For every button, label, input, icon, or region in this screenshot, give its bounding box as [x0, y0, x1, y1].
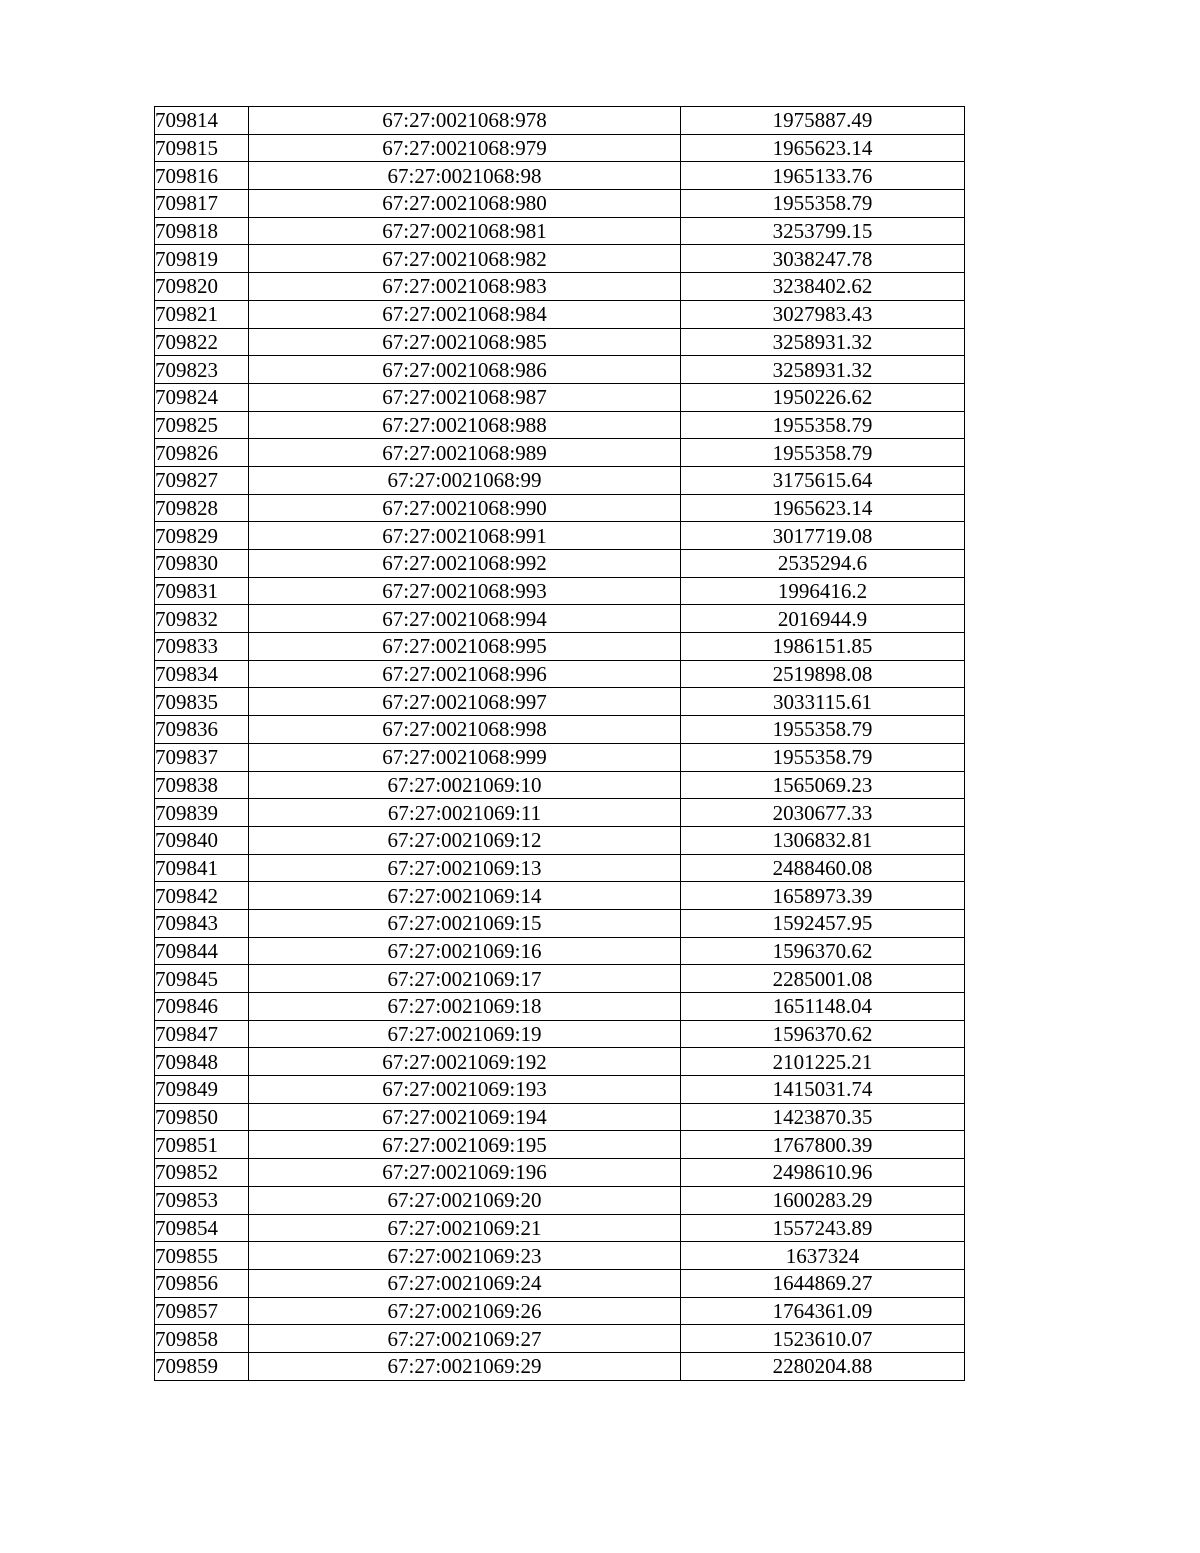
cadastral-value-cell: 2519898.08: [681, 660, 965, 688]
row-number-cell: 709856: [155, 1269, 249, 1297]
cadastral-number-cell: 67:27:0021069:14: [249, 882, 681, 910]
cadastral-number-cell: 67:27:0021069:192: [249, 1048, 681, 1076]
cadastral-value-cell: 2535294.6: [681, 550, 965, 578]
row-number-cell: 709818: [155, 217, 249, 245]
cadastral-value-cell: 3038247.78: [681, 245, 965, 273]
row-number-cell: 709820: [155, 273, 249, 301]
table-row: [155, 107, 965, 135]
row-number-cell: 709848: [155, 1048, 249, 1076]
table-row: [155, 660, 965, 688]
cadastral-value-cell: 1986151.85: [681, 633, 965, 661]
row-number-cell: 709816: [155, 162, 249, 190]
cadastral-value-cell: 3017719.08: [681, 522, 965, 550]
cadastral-number-cell: 67:27:0021068:980: [249, 190, 681, 218]
table-row: [155, 716, 965, 744]
cadastral-number-cell: 67:27:0021069:194: [249, 1103, 681, 1131]
table-row: [155, 1159, 965, 1187]
cadastral-number-cell: 67:27:0021069:13: [249, 854, 681, 882]
table-row: [155, 190, 965, 218]
table-row: [155, 1242, 965, 1270]
cadastral-number-cell: 67:27:0021068:996: [249, 660, 681, 688]
cadastral-number-cell: 67:27:0021069:23: [249, 1242, 681, 1270]
cadastral-value-cell: 1996416.2: [681, 577, 965, 605]
cadastral-number-cell: 67:27:0021068:999: [249, 743, 681, 771]
cadastral-value-cell: 1955358.79: [681, 411, 965, 439]
table-row: [155, 1352, 965, 1380]
cadastral-number-cell: 67:27:0021069:195: [249, 1131, 681, 1159]
cadastral-number-cell: 67:27:0021069:26: [249, 1297, 681, 1325]
row-number-cell: 709839: [155, 799, 249, 827]
table-row: [155, 854, 965, 882]
row-number-cell: 709852: [155, 1159, 249, 1187]
table-row: [155, 466, 965, 494]
table-row: [155, 633, 965, 661]
table-row: [155, 743, 965, 771]
cadastral-value-cell: 1423870.35: [681, 1103, 965, 1131]
table-row: [155, 1103, 965, 1131]
row-number-cell: 709857: [155, 1297, 249, 1325]
cadastral-value-cell: 1965133.76: [681, 162, 965, 190]
cadastral-value-cell: 1764361.09: [681, 1297, 965, 1325]
table-row: [155, 909, 965, 937]
cadastral-number-cell: 67:27:0021068:992: [249, 550, 681, 578]
cadastral-number-cell: 67:27:0021068:994: [249, 605, 681, 633]
cadastral-number-cell: 67:27:0021068:985: [249, 328, 681, 356]
row-number-cell: 709858: [155, 1325, 249, 1353]
table-row: [155, 1269, 965, 1297]
cadastral-number-cell: 67:27:0021069:11: [249, 799, 681, 827]
cadastral-number-cell: 67:27:0021068:983: [249, 273, 681, 301]
table-row: [155, 1214, 965, 1242]
cadastral-number-cell: 67:27:0021068:979: [249, 134, 681, 162]
cadastral-value-cell: 1596370.62: [681, 1020, 965, 1048]
cadastral-number-cell: 67:27:0021069:27: [249, 1325, 681, 1353]
row-number-cell: 709830: [155, 550, 249, 578]
cadastral-value-cell: 2016944.9: [681, 605, 965, 633]
cadastral-number-cell: 67:27:0021068:978: [249, 107, 681, 135]
cadastral-value-table: [154, 106, 965, 1381]
table-row: [155, 965, 965, 993]
cadastral-value-cell: 1965623.14: [681, 134, 965, 162]
row-number-cell: 709859: [155, 1352, 249, 1380]
table-row: [155, 494, 965, 522]
table-row: [155, 1076, 965, 1104]
table-row: [155, 826, 965, 854]
cadastral-number-cell: 67:27:0021068:981: [249, 217, 681, 245]
cadastral-number-cell: 67:27:0021068:995: [249, 633, 681, 661]
cadastral-number-cell: 67:27:0021069:20: [249, 1186, 681, 1214]
cadastral-number-cell: 67:27:0021068:98: [249, 162, 681, 190]
cadastral-value-cell: 1955358.79: [681, 743, 965, 771]
row-number-cell: 709825: [155, 411, 249, 439]
row-number-cell: 709824: [155, 383, 249, 411]
cadastral-value-cell: 1565069.23: [681, 771, 965, 799]
row-number-cell: 709833: [155, 633, 249, 661]
table-row: [155, 328, 965, 356]
cadastral-value-cell: 1637324: [681, 1242, 965, 1270]
cadastral-number-cell: 67:27:0021069:29: [249, 1352, 681, 1380]
cadastral-number-cell: 67:27:0021069:15: [249, 909, 681, 937]
cadastral-value-cell: 2488460.08: [681, 854, 965, 882]
table-row: [155, 993, 965, 1021]
table-row: [155, 300, 965, 328]
table-row: [155, 1131, 965, 1159]
row-number-cell: 709836: [155, 716, 249, 744]
row-number-cell: 709847: [155, 1020, 249, 1048]
cadastral-number-cell: 67:27:0021068:984: [249, 300, 681, 328]
cadastral-value-cell: 1767800.39: [681, 1131, 965, 1159]
cadastral-value-cell: 1965623.14: [681, 494, 965, 522]
cadastral-number-cell: 67:27:0021069:16: [249, 937, 681, 965]
cadastral-number-cell: 67:27:0021068:982: [249, 245, 681, 273]
table-row: [155, 771, 965, 799]
cadastral-number-cell: 67:27:0021068:988: [249, 411, 681, 439]
cadastral-value-cell: 1975887.49: [681, 107, 965, 135]
table-row: [155, 273, 965, 301]
row-number-cell: 709829: [155, 522, 249, 550]
table-row: [155, 1048, 965, 1076]
cadastral-number-cell: 67:27:0021069:24: [249, 1269, 681, 1297]
table-row: [155, 1186, 965, 1214]
cadastral-value-cell: 1955358.79: [681, 716, 965, 744]
row-number-cell: 709842: [155, 882, 249, 910]
cadastral-value-cell: 2030677.33: [681, 799, 965, 827]
cadastral-value-cell: 1658973.39: [681, 882, 965, 910]
table-row: [155, 577, 965, 605]
row-number-cell: 709853: [155, 1186, 249, 1214]
table-row: [155, 605, 965, 633]
table-row: [155, 550, 965, 578]
row-number-cell: 709821: [155, 300, 249, 328]
row-number-cell: 709845: [155, 965, 249, 993]
cadastral-value-cell: 1592457.95: [681, 909, 965, 937]
table-row: [155, 1325, 965, 1353]
row-number-cell: 709834: [155, 660, 249, 688]
table-row: [155, 383, 965, 411]
row-number-cell: 709850: [155, 1103, 249, 1131]
table-row: [155, 937, 965, 965]
row-number-cell: 709815: [155, 134, 249, 162]
cadastral-value-cell: 3175615.64: [681, 466, 965, 494]
cadastral-number-cell: 67:27:0021068:987: [249, 383, 681, 411]
table-row: [155, 439, 965, 467]
row-number-cell: 709823: [155, 356, 249, 384]
cadastral-value-cell: 2498610.96: [681, 1159, 965, 1187]
row-number-cell: 709817: [155, 190, 249, 218]
row-number-cell: 709835: [155, 688, 249, 716]
table-row: [155, 411, 965, 439]
cadastral-number-cell: 67:27:0021068:986: [249, 356, 681, 384]
row-number-cell: 709840: [155, 826, 249, 854]
cadastral-number-cell: 67:27:0021069:18: [249, 993, 681, 1021]
cadastral-value-cell: 2101225.21: [681, 1048, 965, 1076]
table-row: [155, 356, 965, 384]
cadastral-number-cell: 67:27:0021069:193: [249, 1076, 681, 1104]
table-row: [155, 799, 965, 827]
cadastral-value-cell: 1557243.89: [681, 1214, 965, 1242]
row-number-cell: 709819: [155, 245, 249, 273]
cadastral-number-cell: 67:27:0021068:997: [249, 688, 681, 716]
row-number-cell: 709841: [155, 854, 249, 882]
cadastral-value-cell: 1955358.79: [681, 190, 965, 218]
row-number-cell: 709846: [155, 993, 249, 1021]
table-row: [155, 162, 965, 190]
cadastral-number-cell: 67:27:0021068:99: [249, 466, 681, 494]
row-number-cell: 709849: [155, 1076, 249, 1104]
table-row: [155, 688, 965, 716]
cadastral-value-cell: 1415031.74: [681, 1076, 965, 1104]
row-number-cell: 709831: [155, 577, 249, 605]
cadastral-value-cell: 3238402.62: [681, 273, 965, 301]
cadastral-value-cell: 1955358.79: [681, 439, 965, 467]
cadastral-number-cell: 67:27:0021068:991: [249, 522, 681, 550]
table-row: [155, 134, 965, 162]
cadastral-number-cell: 67:27:0021069:19: [249, 1020, 681, 1048]
row-number-cell: 709826: [155, 439, 249, 467]
row-number-cell: 709851: [155, 1131, 249, 1159]
row-number-cell: 709855: [155, 1242, 249, 1270]
cadastral-value-cell: 1600283.29: [681, 1186, 965, 1214]
cadastral-value-cell: 1950226.62: [681, 383, 965, 411]
cadastral-value-cell: 1644869.27: [681, 1269, 965, 1297]
row-number-cell: 709822: [155, 328, 249, 356]
cadastral-number-cell: 67:27:0021068:993: [249, 577, 681, 605]
row-number-cell: 709838: [155, 771, 249, 799]
table-row: [155, 522, 965, 550]
cadastral-value-cell: 1306832.81: [681, 826, 965, 854]
table-body: [155, 107, 965, 1381]
table-row: [155, 217, 965, 245]
cadastral-number-cell: 67:27:0021068:998: [249, 716, 681, 744]
cadastral-value-cell: 3258931.32: [681, 356, 965, 384]
table-row: [155, 245, 965, 273]
row-number-cell: 709844: [155, 937, 249, 965]
cadastral-number-cell: 67:27:0021069:21: [249, 1214, 681, 1242]
cadastral-number-cell: 67:27:0021069:10: [249, 771, 681, 799]
cadastral-value-cell: 3253799.15: [681, 217, 965, 245]
row-number-cell: 709843: [155, 909, 249, 937]
cadastral-number-cell: 67:27:0021068:990: [249, 494, 681, 522]
cadastral-number-cell: 67:27:0021069:17: [249, 965, 681, 993]
row-number-cell: 709837: [155, 743, 249, 771]
cadastral-value-cell: 3258931.32: [681, 328, 965, 356]
row-number-cell: 709814: [155, 107, 249, 135]
cadastral-number-cell: 67:27:0021069:196: [249, 1159, 681, 1187]
row-number-cell: 709854: [155, 1214, 249, 1242]
row-number-cell: 709828: [155, 494, 249, 522]
cadastral-number-cell: 67:27:0021068:989: [249, 439, 681, 467]
table-row: [155, 882, 965, 910]
cadastral-value-cell: 1523610.07: [681, 1325, 965, 1353]
table-row: [155, 1020, 965, 1048]
cadastral-value-cell: 1596370.62: [681, 937, 965, 965]
cadastral-value-cell: 2280204.88: [681, 1352, 965, 1380]
row-number-cell: 709832: [155, 605, 249, 633]
cadastral-number-cell: 67:27:0021069:12: [249, 826, 681, 854]
row-number-cell: 709827: [155, 466, 249, 494]
cadastral-value-cell: 1651148.04: [681, 993, 965, 1021]
table-row: [155, 1297, 965, 1325]
cadastral-value-cell: 2285001.08: [681, 965, 965, 993]
cadastral-value-cell: 3033115.61: [681, 688, 965, 716]
cadastral-value-cell: 3027983.43: [681, 300, 965, 328]
